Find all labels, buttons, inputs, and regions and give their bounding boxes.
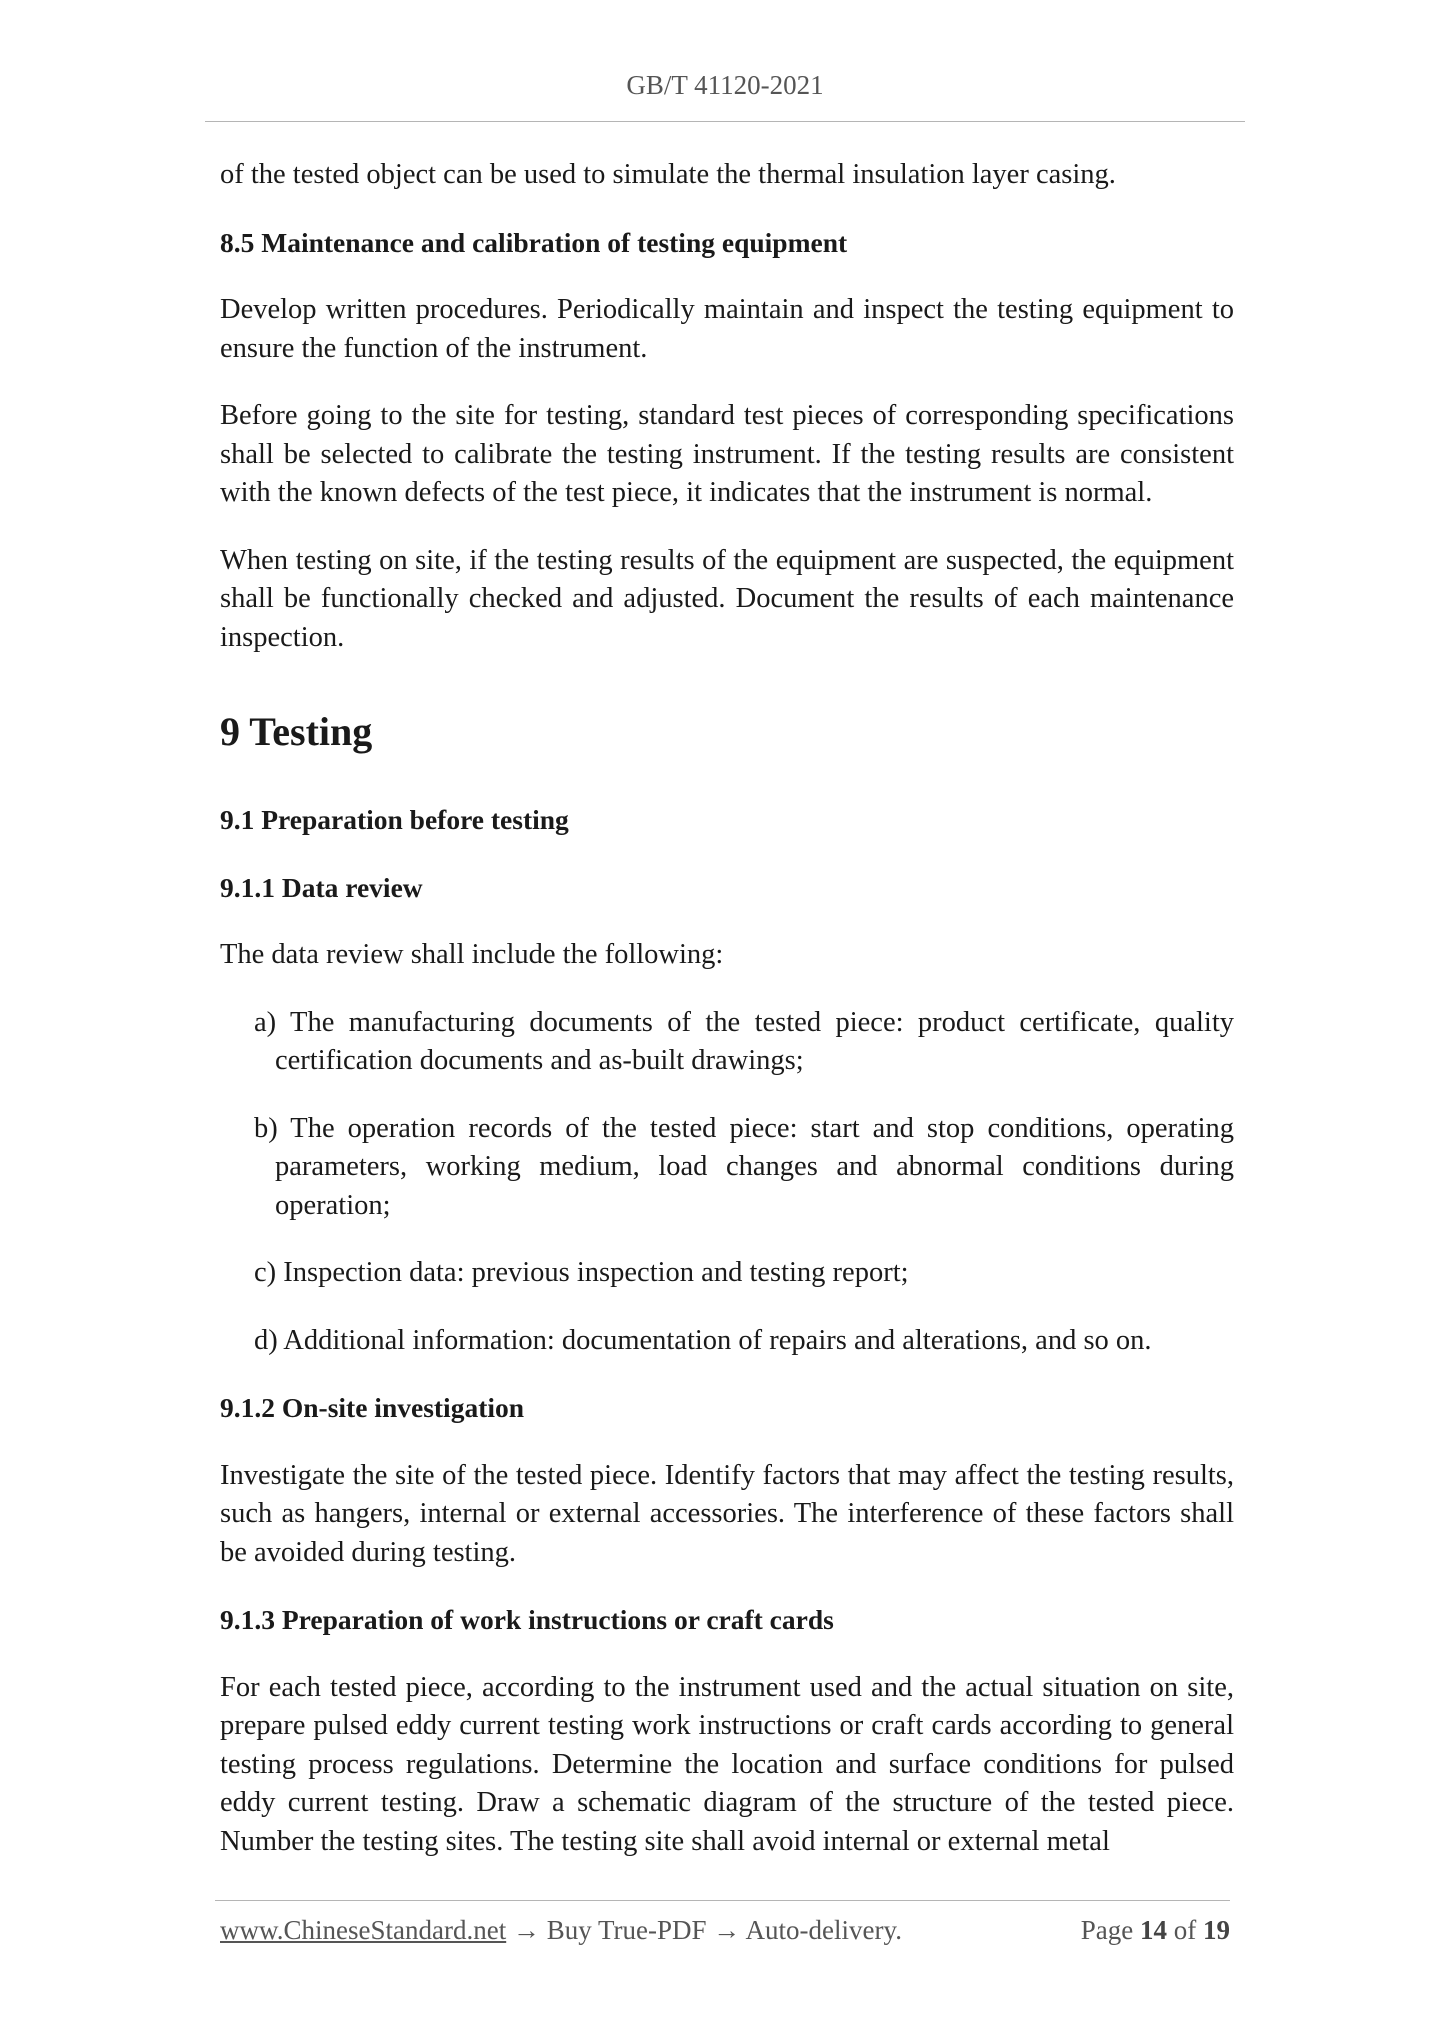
footer-promo	[220, 1915, 902, 1946]
section-8-5-paragraph-2: Before going to the site for testing, standard test pieces of corresponding specifications shall be selected to calibrate the testing instrument. If the testing results are consistent with the known defects of the test piece, it indicates that the instrument is normal.	[220, 400, 1234, 508]
page-label: Page	[1080, 1915, 1134, 1945]
list-item-d: d) Additional information: documentation of repairs and alterations, and so on.	[254, 1324, 1152, 1356]
arrow-right-icon: →	[713, 1915, 741, 1945]
page-footer	[220, 1915, 1230, 1946]
header-divider	[205, 121, 1245, 122]
section-8-5-heading: 8.5 Maintenance and calibration of testing equipment	[220, 226, 848, 258]
section-8-5-paragraph-1: Develop written procedures. Periodically maintain and inspect the testing equipment to ensure the function of the instrument.	[220, 294, 1234, 364]
list-item-a: a) The manufacturing documents of the tested piece: product certificate, quality certification documents and as-built drawings;	[254, 1006, 1234, 1076]
page-number	[1081, 1915, 1230, 1946]
of-label: of	[1173, 1915, 1197, 1945]
list-item-b: b) The operation records of the tested piece: start and stop conditions, operating parameters, working medium, load changes and abnormal conditions during operation;	[254, 1112, 1234, 1221]
section-9-1-1-heading: 9.1.1 Data review	[220, 871, 423, 903]
page-header: GB/T 41120-2021	[626, 70, 824, 100]
site-link[interactable]: www.ChineseStandard.net	[220, 1915, 507, 1945]
page-total: 19	[1203, 1915, 1230, 1945]
section-9-1-2-heading: 9.1.2 On-site investigation	[220, 1392, 525, 1423]
section-9-1-3-heading: 9.1.3 Preparation of work instructions or craft cards	[220, 1604, 834, 1635]
section-9-heading: 9 Testing	[220, 709, 373, 754]
buy-text: Buy True-PDF	[546, 1915, 707, 1945]
page-content	[220, 156, 1234, 1890]
list-item-c: c) Inspection data: previous inspection and testing report;	[254, 1257, 909, 1288]
continuation-paragraph: of the tested object can be used to simulate the thermal insulation layer casing.	[220, 159, 1116, 190]
footer-divider	[215, 1900, 1230, 1901]
section-8-5-paragraph-3: When testing on site, if the testing results of the equipment are suspected, the equipment shall be functionally checked and adjusted. Document the results of each maintenance inspection.	[220, 544, 1234, 653]
section-9-1-3-paragraph: For each tested piece, according to the instrument used and the actual situation on site, prepare pulsed eddy current testing work instructions or craft cards according to general testing process regulations. Determine the location and surface conditions for pulsed eddy current testing. Draw a schematic diagram of the structure of the tested piece. Number the testing sites. The testing site shall avoid internal or external metal	[220, 1671, 1234, 1857]
delivery-text: Auto-delivery.	[745, 1915, 902, 1945]
section-9-1-1-paragraph: The data review shall include the following:	[220, 939, 724, 970]
arrow-right-icon: →	[512, 1915, 540, 1945]
page-current: 14	[1140, 1915, 1167, 1945]
section-9-1-2-paragraph: Investigate the site of the tested piece. Identify factors that may affect the testing results, such as hangers, internal or external accessories. The interference of these factors shall be avoided during testing.	[220, 1459, 1234, 1568]
section-9-1-heading: 9.1 Preparation before testing	[220, 804, 569, 835]
